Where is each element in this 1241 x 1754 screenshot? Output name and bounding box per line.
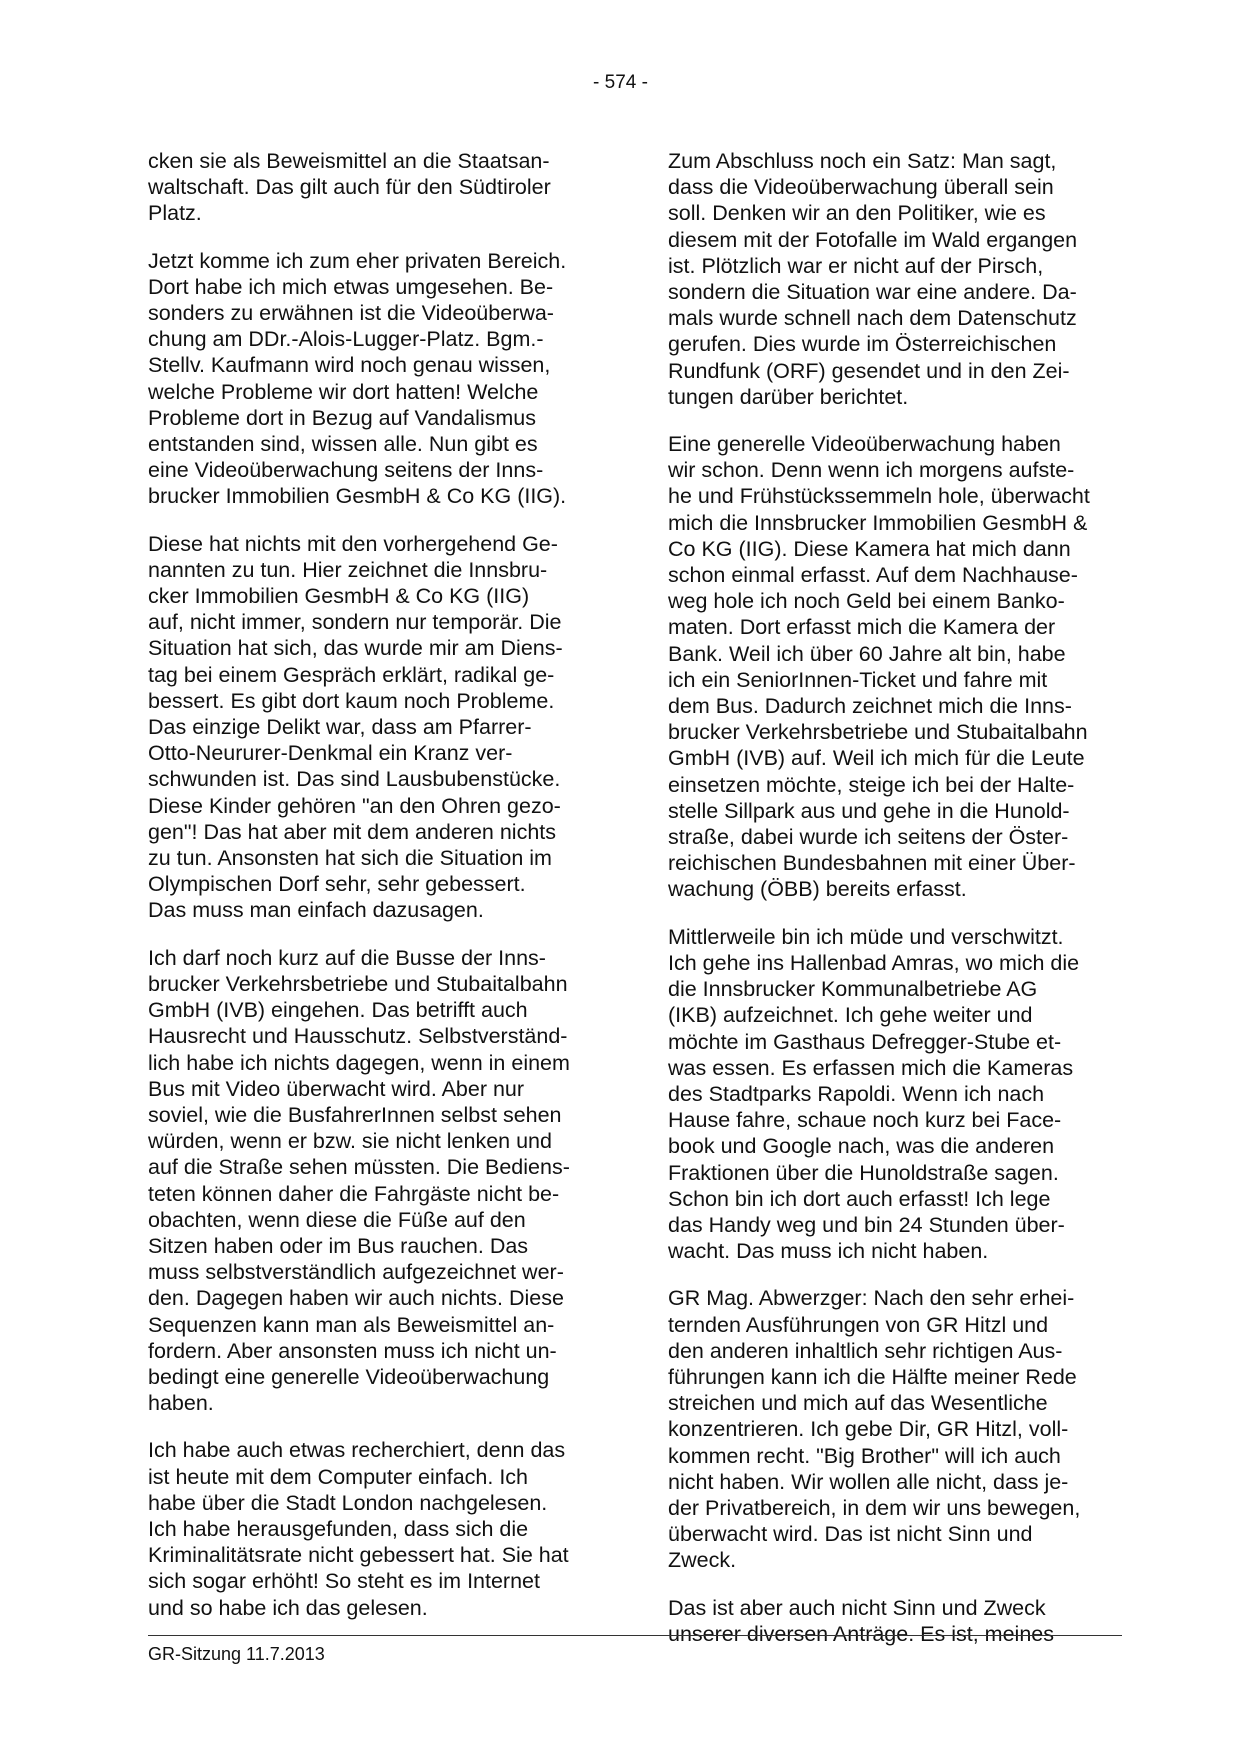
left-column: [148, 148, 608, 1642]
paragraph: Mittlerweile bin ich müde und verschwitzt. Ich gehe ins Hallenbad Amras, wo mich die die Innsbrucker Kommunalbetriebe AG (IKB) aufzeichnet. Ich gehe weiter und möchte im Gasthaus Defregger-Stube et- was essen. Es erfassen mich die Kameras des Stadtparks Rapoldi. Wenn ich nach Hause fahre, schaue noch kurz bei Face- book und Google nach, was die anderen Fraktionen über die Hunoldstraße sagen. Schon bin ich dort auch erfasst! Ich lege das Handy weg und bin 24 Stunden über- wacht. Das muss ich nicht haben.: [668, 924, 1080, 1264]
paragraph: Das ist aber auch nicht Sinn und Zweck unserer diversen Anträge. Es ist, meines: [668, 1595, 1054, 1646]
paragraph: Eine generelle Videoüberwachung haben wir schon. Denn wenn ich morgens aufste- he und Frühstückssemmeln hole, überwacht mich die Innsbrucker Immobilien GesmbH & Co KG (IIG). Diese Kamera hat mich dann schon einmal erfasst. Auf dem Nachhause- weg hole ich noch Geld bei einem Banko- maten. Dort erfasst mich die Kamera der Bank. Weil ich über 60 Jahre alt bin, habe ich ein SeniorInnen-Ticket und fahre mit dem Bus. Dadurch zeichnet mich die Inns- brucker Verkehrsbetriebe und Stubaitalbahn GmbH (IVB) auf. Weil ich mich für die Leute einsetzen möchte, steige ich bei der Halte- stelle Sillpark aus und gehe in die Hunold- straße, dabei wurde ich seitens der Öster- reichischen Bundesbahnen mit einer Über- wachung (ÖBB) bereits erfasst.: [668, 432, 1090, 902]
paragraph: cken sie als Beweismittel an die Staatsan- waltschaft. Das gilt auch für den Südtiroler Platz.: [148, 149, 551, 226]
right-column: [668, 148, 1128, 1668]
page-number: - 574 -: [593, 72, 648, 93]
paragraph: Ich darf noch kurz auf die Busse der Inns- brucker Verkehrsbetriebe und Stubaitalbahn GmbH (IVB) eingehen. Das betrifft auch Hausrecht und Hausschutz. Selbstverständ- lich habe ich nichts dagegen, wenn in einem Bus mit Video überwacht wird. Aber nur soviel, wie die BusfahrerInnen selbst sehen würden, wenn er bzw. sie nicht lenken und auf die Straße sehen müssten. Die Bediens- teten können daher die Fahrgäste nicht be- obachten, wenn diese die Füße auf den Sitzen haben oder im Bus rauchen. Das muss selbstverständlich aufgezeichnet wer- den. Dagegen haben wir auch nichts. Diese Sequenzen kann man als Beweismittel an- fordern. Aber ansonsten muss ich nicht un- bedingt eine generelle Videoüberwachung haben.: [148, 945, 570, 1416]
paragraph: Ich habe auch etwas recherchiert, denn das ist heute mit dem Computer einfach. Ich habe über die Stadt London nachgelesen. Ich habe herausgefunden, dass sich die Kriminalitätsrate nicht gebessert hat. Sie hat sich sogar erhöht! So steht es im Internet und so habe ich das gelesen.: [148, 1438, 569, 1620]
footer-divider: [148, 1635, 1122, 1636]
paragraph: Jetzt komme ich zum eher privaten Bereich. Dort habe ich mich etwas umgesehen. Be- sonders zu erwähnen ist die Videoüberwa- chung am DDr.-Alois-Lugger-Platz. Bgm.- Stellv. Kaufmann wird noch genau wissen, welche Probleme wir dort hatten! Welche Probleme dort in Bezug auf Vandalismus entstanden sind, wissen alle. Nun gibt es eine Videoüberwachung seitens der Inns- brucker Immobilien GesmbH & Co KG (IIG).: [148, 248, 567, 509]
paragraph: Zum Abschluss noch ein Satz: Man sagt, dass die Videoüberwachung überall sein soll. Denken wir an den Politiker, wie es diesem mit der Fotofalle im Wald ergangen ist. Plötzlich war er nicht auf der Pirsch, sondern die Situation war eine andere. Da- mals wurde schnell nach dem Datenschutz gerufen. Dies wurde im Österreichischen Rundfunk (ORF) gesendet und in den Zei- tungen darüber berichtet.: [668, 149, 1078, 409]
footer-session-date: GR-Sitzung 11.7.2013: [148, 1644, 325, 1664]
paragraph: Diese hat nichts mit den vorhergehend Ge- nannten zu tun. Hier zeichnet die Innsbru- cker Immobilien GesmbH & Co KG (IIG) auf, nicht immer, sondern nur temporär. Die Situation hat sich, das wurde mir am Diens- tag bei einem Gespräch erklärt, radikal ge- bessert. Es gibt dort kaum noch Probleme. Das einzige Delikt war, dass am Pfarrer- Otto-Neururer-Denkmal ein Kranz ver- schwunden ist. Das sind Lausbubenstücke. Diese Kinder gehören "an den Ohren gezo- gen"! Das hat aber mit dem anderen nichts zu tun. Ansonsten hat sich die Situation im Olympischen Dorf sehr, sehr gebessert. Das muss man einfach dazusagen.: [148, 531, 563, 923]
paragraph: GR Mag. Abwerzger: Nach den sehr erhei- ternden Ausführungen von GR Hitzl und den anderen inhaltlich sehr richtigen Aus- führungen kann ich die Hälfte meiner Rede streichen und mich auf das Wesentliche konzentrieren. Ich gebe Dir, GR Hitzl, voll- kommen recht. "Big Brother" will ich auch nicht haben. Wir wollen alle nicht, dass je- der Privatbereich, in dem wir uns bewegen, überwacht wird. Das ist nicht Sinn und Zweck.: [668, 1286, 1081, 1573]
